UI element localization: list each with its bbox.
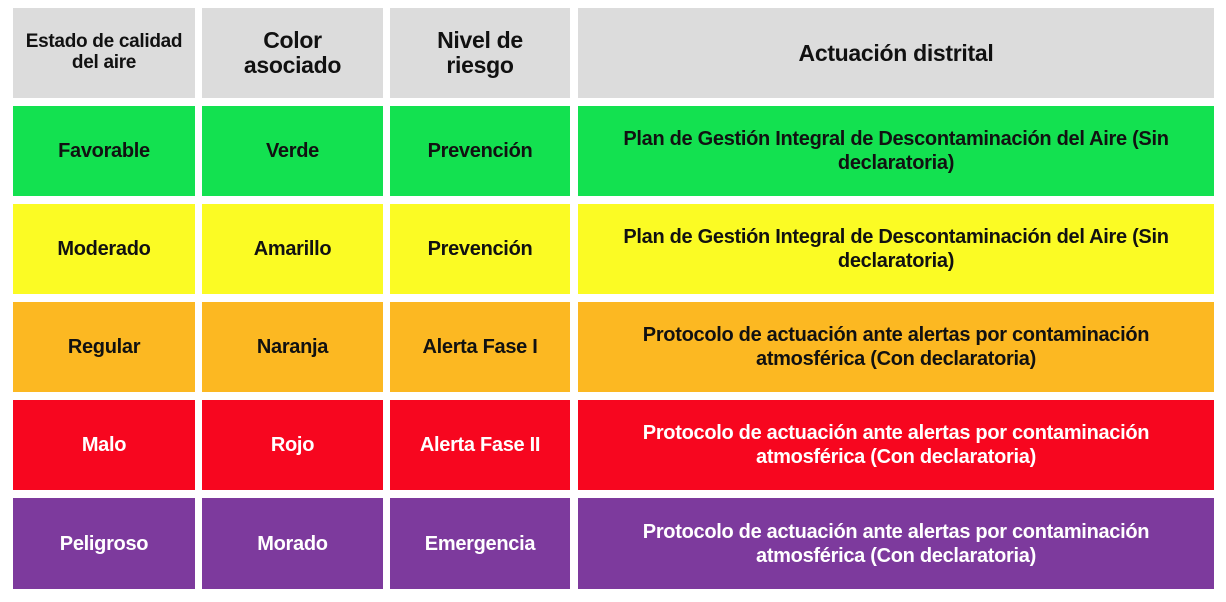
cell-color: Morado bbox=[202, 498, 383, 589]
cell-actuacion: Protocolo de actuación ante alertas por contaminación atmosférica (Con declaratoria) bbox=[578, 302, 1214, 392]
header-estado: Estado de calidad del aire bbox=[13, 8, 195, 98]
cell-color: Verde bbox=[202, 106, 383, 196]
cell-actuacion: Plan de Gestión Integral de Descontaminación del Aire (Sin declaratoria) bbox=[578, 106, 1214, 196]
cell-nivel: Prevención bbox=[390, 204, 570, 294]
cell-actuacion: Plan de Gestión Integral de Descontaminación del Aire (Sin declaratoria) bbox=[578, 204, 1214, 294]
cell-color: Naranja bbox=[202, 302, 383, 392]
header-nivel: Nivel de riesgo bbox=[390, 8, 570, 98]
cell-nivel: Alerta Fase II bbox=[390, 400, 570, 490]
cell-nivel: Alerta Fase I bbox=[390, 302, 570, 392]
cell-estado: Regular bbox=[13, 302, 195, 392]
cell-actuacion: Protocolo de actuación ante alertas por contaminación atmosférica (Con declaratoria) bbox=[578, 498, 1214, 589]
cell-estado: Malo bbox=[13, 400, 195, 490]
cell-nivel: Prevención bbox=[390, 106, 570, 196]
cell-estado: Moderado bbox=[13, 204, 195, 294]
cell-color: Rojo bbox=[202, 400, 383, 490]
cell-nivel: Emergencia bbox=[390, 498, 570, 589]
cell-actuacion: Protocolo de actuación ante alertas por contaminación atmosférica (Con declaratoria) bbox=[578, 400, 1214, 490]
cell-estado: Favorable bbox=[13, 106, 195, 196]
cell-color: Amarillo bbox=[202, 204, 383, 294]
cell-estado: Peligroso bbox=[13, 498, 195, 589]
header-actuacion: Actuación distrital bbox=[578, 8, 1214, 98]
header-color: Color asociado bbox=[202, 8, 383, 98]
